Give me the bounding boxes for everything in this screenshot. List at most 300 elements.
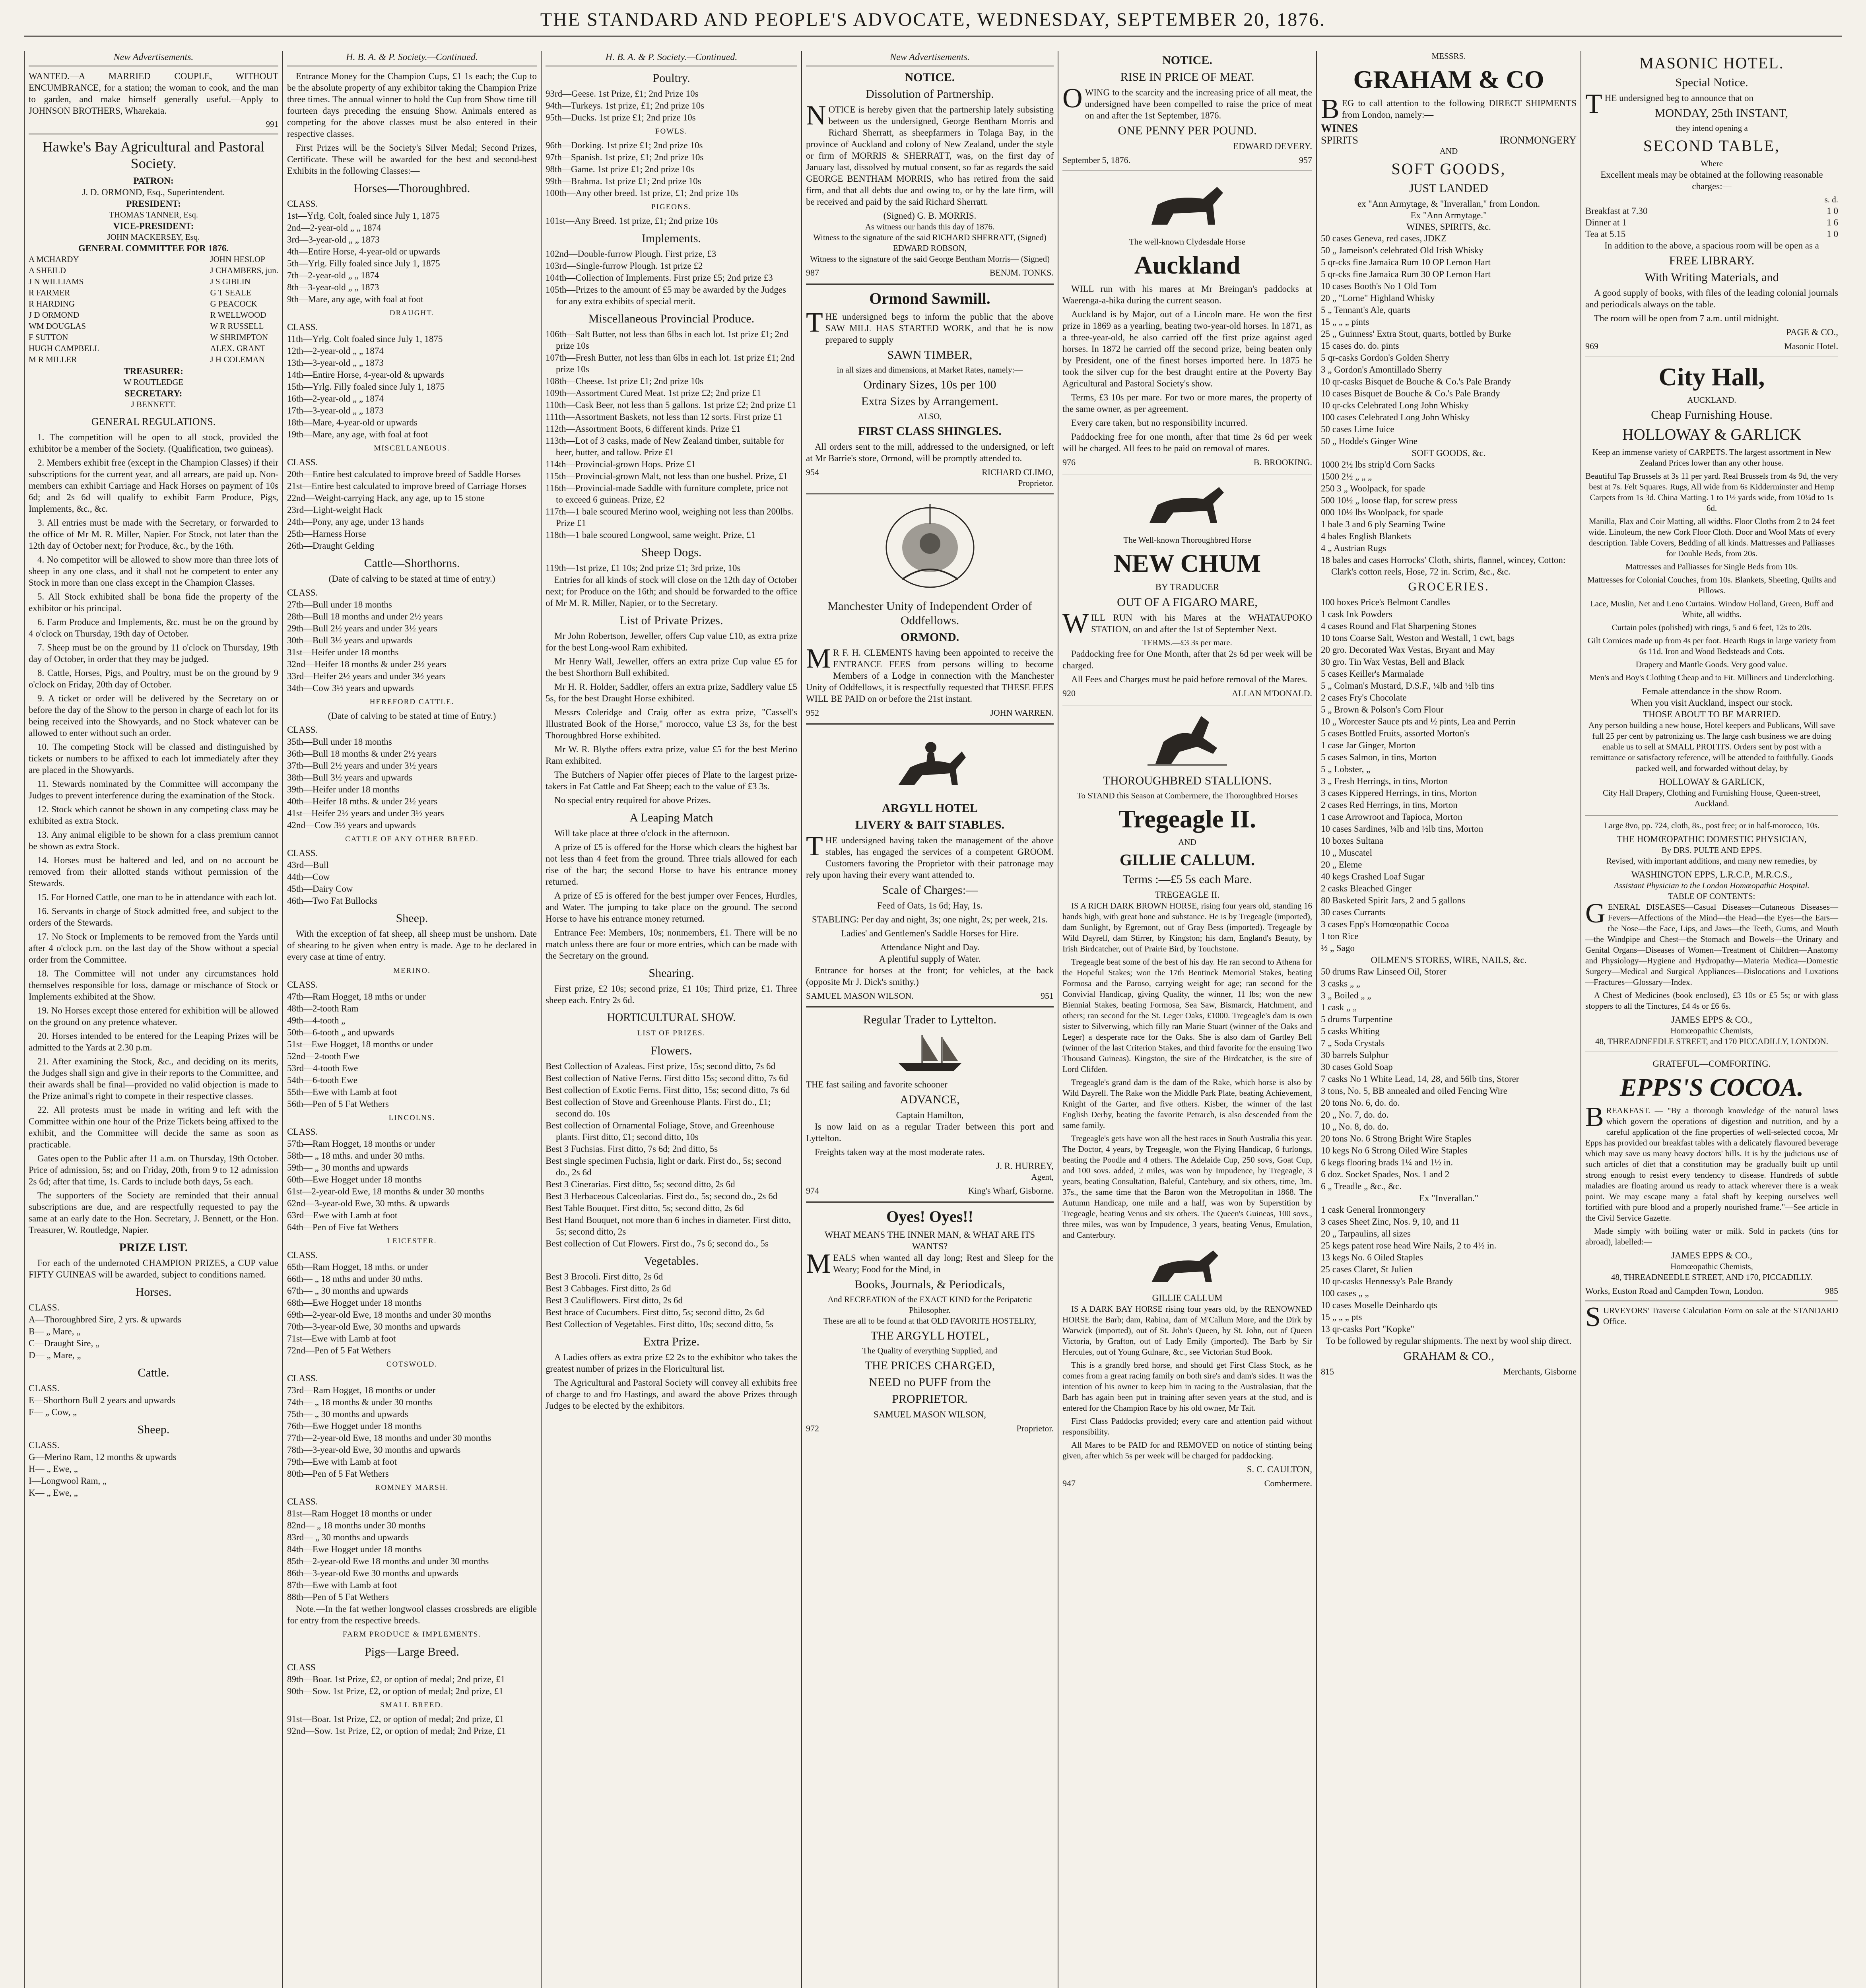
goods-item: 20 tons No. 6 Strong Bright Wire Staples bbox=[1321, 1134, 1472, 1143]
class-item: 13th—3-year-old „ „ 1873 bbox=[287, 358, 384, 368]
goods-item: 20 „ "Lorne" Highland Whisky bbox=[1321, 293, 1435, 303]
newchum-text-3: All Fees and Charges must be paid before removal of the Mares. bbox=[1071, 674, 1307, 684]
regulation: 15. For Horned Cattle, one man to be in attendance with each lot. bbox=[37, 892, 277, 902]
cotswold-classes bbox=[287, 1373, 537, 1479]
class-item: 99th—Brahma. 1st prize £1; 2nd prize 10s bbox=[546, 176, 701, 186]
committee-member: J H COLEMAN bbox=[210, 355, 265, 364]
extra-prize-heading: Extra Prize. bbox=[643, 1335, 700, 1348]
oyes-10: PROPRIETOR. bbox=[892, 1392, 968, 1406]
goods-item: 10 qr-cks Celebrated Long John Whisky bbox=[1321, 400, 1469, 410]
auckland-caption: The well-known Clydesdale Horse bbox=[1129, 237, 1246, 247]
president-heading: PRESIDENT: bbox=[126, 199, 181, 209]
column-5 bbox=[1058, 51, 1316, 1988]
married-text: Any person building a new house, Hotel keepers and Publicans, Will save full 25 per cent by patronizing us. The large cash business we are doing enable us to sell at SMALL PROFITS. Orders sent by post with a remittance or satisfactory reference, will be attended to faithfully. Goods packed well, and forwarded without delay, by bbox=[1588, 720, 1835, 773]
class-item: 71st—Ewe with Lamb at foot bbox=[287, 1334, 396, 1343]
column-6 bbox=[1316, 51, 1581, 1988]
class-item: Best collection of Native Ferns. First ditto 15s; second ditto, 7s 6d bbox=[546, 1073, 788, 1083]
sawmill-orders: All orders sent to the mill, addressed to the undersigned, or left at Mr Barrie's store, Ormond, will be promptly attended to. bbox=[806, 442, 1054, 463]
goods-item: 25 „ Guinness' Extra Stout, quarts, bottled by Burke bbox=[1321, 329, 1511, 339]
other-cattle-classes bbox=[287, 847, 537, 907]
one-penny: ONE PENNY PER POUND. bbox=[1118, 124, 1257, 137]
soft-goods: SOFT GOODS, bbox=[1391, 160, 1506, 178]
grateful: GRATEFUL—COMFORTING. bbox=[1652, 1059, 1771, 1069]
oilmen-heading: OILMEN'S STORES, WIRE, NAILS, &c. bbox=[1371, 955, 1527, 965]
class-item: 116th—Provincial-made Saddle with furniture complete, price not to exceed 6 guineas. Prize, £2 bbox=[546, 483, 788, 505]
signature: SAMUEL MASON WILSON. bbox=[806, 991, 914, 1001]
goods-item: 1 ton Rice bbox=[1321, 931, 1359, 941]
oyes-4: And RECREATION of the EXACT KIND for the Peripatetic Philosopher. bbox=[827, 1295, 1032, 1315]
class-item: 119th—1st prize, £1 10s; 2nd prize £1; 3rd prize, 10s bbox=[546, 563, 741, 573]
goods-item: 3 cases Sheet Zinc, Nos. 9, 10, and 11 bbox=[1321, 1217, 1460, 1227]
class-item: 42nd—Cow 3½ years and upwards bbox=[287, 820, 416, 830]
meal-price: 1 0 bbox=[1827, 206, 1838, 216]
shingles: FIRST CLASS SHINGLES. bbox=[858, 425, 1002, 438]
pigeons-heading: PIGEONS. bbox=[651, 203, 691, 211]
goods-item: 1 cask „ „ bbox=[1321, 1002, 1357, 1012]
auckland-paragraph: Paddocking free for one month, after that time 2s 6d per week will be charged. All fees to be paid on removal of mares. bbox=[1062, 432, 1312, 453]
regulation: The supporters of the Society are reminded that their annual subscriptions are due, and are respectfully requested to pay the same at an early date to the Hon. Secretary, J. Bennett, or the Hon. Treasurer, W. Routledge, Napier. bbox=[29, 1190, 278, 1235]
secretary: J BENNETT. bbox=[131, 400, 176, 409]
misc-heading: MISCELLANEOUS. bbox=[374, 444, 450, 452]
ad-number: 951 bbox=[1041, 991, 1054, 1001]
class-item: Best Hand Bouquet, not more than 6 inches in diameter. First ditto, 5s; second ditto, 2s bbox=[546, 1215, 791, 1237]
class-item: 82nd— „ 18 months under 30 months bbox=[287, 1520, 425, 1530]
hg-2: Beautiful Tap Brussels at 3s 11 per yard. Real Brussels from 4s 9d, the very best at 7s. Felt Squares. Rugs, All wide from 6s Kidderminster and Hemp Carpets from 1s 3d. China Matting. 1 to 1½ yards wide, from 10¼d to 1s 6d. bbox=[1585, 471, 1838, 513]
class-item: 18th—Mare, 4-year-old or upwards bbox=[287, 417, 417, 427]
oyes-7: The Quality of everything Supplied, and bbox=[862, 1346, 998, 1355]
hg-address: City Hall Drapery, Clothing and Furnishing House, Queen-street, Auckland. bbox=[1602, 788, 1821, 808]
class-item: 36th—Bull 18 months & under 2½ years bbox=[287, 749, 437, 759]
masonic-heading: MASONIC HOTEL. bbox=[1639, 54, 1784, 72]
second-table: SECOND TABLE, bbox=[1643, 137, 1780, 155]
regulation: 5. All Stock exhibited shall be bona fide the property of the exhibitor or his principal. bbox=[29, 592, 278, 613]
regulation: 6. Farm Produce and Implements, &c. must be on the ground by 4 o'clock on Thursday, 19th day of October. bbox=[29, 617, 278, 639]
goods-item: 18 bales and cases Horrocks' Cloth, shirts, flannel, wincey, Cotton: Clark's cotton reels, Hose, 72 in. Scrim, &c., &c. bbox=[1321, 555, 1566, 577]
goods-item: 50 drums Raw Linseed Oil, Storer bbox=[1321, 967, 1447, 977]
goods-item: 50 „ Jameison's celebrated Old Irish Whisky bbox=[1321, 245, 1483, 255]
newchum-out: OUT OF A FIGARO MARE, bbox=[1117, 596, 1258, 609]
sheep-heading: Sheep. bbox=[137, 1423, 170, 1436]
merino-classes bbox=[287, 979, 537, 1110]
patron: J. D. ORMOND, Esq., Superintendent. bbox=[82, 187, 225, 197]
entrance: Entrance for horses at the front; for vehicles, at the back (opposite Mr J. Dick's smithy.) bbox=[806, 965, 1054, 987]
leaping-paragraph: Entrance Fee: Members, 10s; nonmembers, £1. There will be no match unless there are four or more entries, which can be made with the Secretary on the ground. bbox=[546, 928, 797, 961]
class-item: 60th—Ewe Hogget under 18 months bbox=[287, 1175, 422, 1184]
regulation: 16. Servants in charge of Stock admitted free, and subject to the orders of the Stewards. bbox=[29, 906, 278, 928]
newchum-by: BY TRADUCER bbox=[1155, 582, 1219, 592]
cocoa-signature: JAMES EPPS & CO., bbox=[1671, 1250, 1752, 1260]
private-prize: Mr Henry Wall, Jeweller, offers an extra prize Cup value £5 for the best Shorthorn Bull exhibited. bbox=[546, 656, 797, 678]
class-item: 67th— „ 30 months and upwards bbox=[287, 1286, 408, 1296]
gillie-signature: S. C. CAULTON, bbox=[1247, 1464, 1312, 1474]
poultry-classes bbox=[546, 88, 797, 123]
regulation: 1. The competition will be open to all stock, provided the exhibitor be a member of the Society. (Qualification, two guineas). bbox=[29, 432, 278, 454]
newchum-text-2: Paddocking free for One Month, after that 2s 6d per week will be charged. bbox=[1062, 649, 1312, 670]
private-prizes-heading: List of Private Prizes. bbox=[619, 614, 723, 627]
oyes-3: Books, Journals, & Periodicals, bbox=[854, 1278, 1005, 1291]
class-item: 40th—Heifer 18 mths. & under 2½ years bbox=[287, 796, 438, 806]
room-hours: The room will be open from 7 a.m. until midnight. bbox=[1594, 313, 1779, 323]
class-item: 86th—3-year-old Ewe 30 months and upwards bbox=[287, 1568, 458, 1578]
newchum-heading: NEW CHUM bbox=[1113, 549, 1261, 577]
hereford-classes bbox=[287, 724, 537, 831]
captain: Captain Hamilton, bbox=[896, 1110, 964, 1120]
excellent-meals: Excellent meals may be obtained at the following reasonable charges:— bbox=[1600, 170, 1823, 191]
class-item: Best 3 Cauliflowers. First ditto, 2s 6d bbox=[546, 1295, 683, 1305]
regulation: 3. All entries must be made with the Secretary, or forwarded to the office of Mr M. R. Miller, Napier. For Stock, not later than the 12th day of October next; for Produce, &c., by the 16th. bbox=[29, 518, 278, 551]
column-header: New Advertisements. bbox=[29, 51, 278, 66]
regulations bbox=[29, 431, 278, 1236]
goods-item: 3 tons, No. 5, BB annealed and oiled Fencing Wire bbox=[1321, 1086, 1507, 1096]
hg-4: Mattresses and Palliasses for Single Beds from 10s. bbox=[1625, 562, 1798, 571]
wines-spirits-heading: WINES, SPIRITS, &c. bbox=[1406, 222, 1491, 232]
goods-item: 3 casks „ „ bbox=[1321, 978, 1360, 988]
wines-list bbox=[1321, 233, 1577, 447]
regulation: 21. After examining the Stock, &c., and deciding on its merits, the Judges shall sign and give in their reports to the Committee, and their awards shall be final—provided no valid objection is made to the Prize animal's right to compete in their respective classes. bbox=[29, 1056, 278, 1101]
oyes-1: WHAT MEANS THE INNER MAN, & WHAT ARE ITS WANTS? bbox=[824, 1230, 1035, 1251]
bay-horse-icon bbox=[1144, 1244, 1231, 1288]
thoroughbred-heading: Horses—Thoroughbred. bbox=[353, 182, 470, 195]
hg-3: Manilla, Flax and Coir Matting, all widths. Floor Cloths from 2 to 24 feet wide. Linoleum, the new Cork Floor Cloth. Door and Wool Mats of every description. Table Covers, Bedding of all kinds. Mattresses and Palliasses for Double Beds, from 20s. bbox=[1588, 516, 1835, 558]
goods-item: 6 doz. Socket Spades, Nos. 1 and 2 bbox=[1321, 1169, 1450, 1179]
goods-item: 5 cases Salmon, in tins, Morton bbox=[1321, 752, 1437, 762]
class-item: 105th—Prizes to the amount of £5 may be awarded by the Judges for any extra exhibits of special merit. bbox=[546, 285, 786, 306]
goods-item: 50 cases Geneva, red cases, JDKZ bbox=[1321, 233, 1447, 243]
goods-item: 10 cases Booth's No 1 Old Tom bbox=[1321, 281, 1437, 291]
cup-intro: Entrance Money for the Champion Cups, £1 1s each; the Cup to be the absolute property of any exhibitor taking the Champion Prize three times. The annual winner to hold the Cup from Show time till fourteen days preceding the ensuing Show. Animals entered as competing for the above classes must be also entered in their respective classes. bbox=[287, 71, 537, 139]
class-item: Best collection of Exotic Ferns. First ditto, 15s; second ditto, 7s 6d bbox=[546, 1085, 790, 1095]
where: Where bbox=[1701, 159, 1723, 168]
and: AND bbox=[1178, 837, 1196, 847]
class-item: CLASS. bbox=[287, 199, 318, 209]
role: Masonic Hotel. bbox=[1784, 341, 1838, 351]
vp-heading: VICE-PRESIDENT: bbox=[113, 221, 194, 231]
pigs-classes bbox=[287, 1662, 537, 1697]
cattle-heading: Cattle. bbox=[138, 1366, 169, 1379]
draught-heading: DRAUGHT. bbox=[389, 309, 435, 317]
class-item: 87th—Ewe with Lamb at foot bbox=[287, 1580, 397, 1590]
goods-item: ½ „ Sago bbox=[1321, 943, 1355, 953]
class-item: 113th—Lot of 3 casks, made of New Zealand timber, suitable for beer, butter, and tallow. Prize £1 bbox=[546, 436, 784, 457]
free-library: FREE LIBRARY. bbox=[1669, 254, 1755, 267]
class-item: 33rd—Heifer 2½ years and under 3½ years bbox=[287, 671, 446, 681]
goods-item: 20 gro. Decorated Wax Vestas, Bryant and May bbox=[1321, 645, 1495, 655]
class-item: 9th—Mare, any age, with foal at foot bbox=[287, 294, 423, 304]
tregeagle-text bbox=[1062, 901, 1312, 1241]
tregeagle-paragraph: Tregeagle beat some of the best of his day. He ran second to Athena for the Hopeful Stakes; won the 17th Bentinck Memorial Stakes, beating Formosa and the Paroso, carrying weight for age; ran second for the Convivial Handicap, giving Quality, the winner, 11 lbs; won the new Biennial Stakes, beating Formosa, Sea Saw, Bismarck, Hatchment, and others; ran second for the St. Leger Oaks, £1000. Tregeagle's dam is own sister to Silverwing, which filly ran Marie Stuart (winner of the Oaks and Leger) a desperate race for the Oaks. She is also dam of Gartley Bell (winner of the last Criterion Stakes, and third favorite for the ensuing Two Thousand Guineas). Kingston, the sire of the Birdcatcher, is the sire of Lord Clifden. bbox=[1062, 957, 1312, 1074]
soft-goods-heading: SOFT GOODS, &c. bbox=[1412, 448, 1486, 458]
class-item: 96th—Dorking. 1st prize £1; 2nd prize 10s bbox=[546, 140, 703, 150]
epps-role: Homœopathic Chemists, bbox=[1670, 1026, 1753, 1035]
class-item: 12th—2-year-old „ „ 1874 bbox=[287, 346, 384, 356]
private-prize: Mr H. R. Holder, Saddler, offers an extra prize, Saddlery value £5 5s, for the best Draught Horse exhibited. bbox=[546, 682, 797, 703]
oyes-6: THE ARGYLL HOTEL, bbox=[870, 1329, 989, 1342]
signature: ALLAN M'DONALD. bbox=[1232, 688, 1312, 698]
ad-number: 920 bbox=[1062, 688, 1076, 698]
goods-item: 20 „ No. 7, do. do. bbox=[1321, 1110, 1389, 1120]
charge-line: Feed of Oats, 1s 6d; Hay, 1s. bbox=[877, 901, 983, 911]
regulation: 17. No Stock or Implements to be removed from the Yards until after 4 o'clock p.m. on the last day of the Show without a special order from the Committee. bbox=[29, 932, 278, 965]
romney-classes bbox=[287, 1496, 537, 1603]
class-item: 111th—Assortment Baskets, not less than 12 sorts. First prize £1 bbox=[546, 412, 783, 422]
trader-signature: J. R. HURREY, bbox=[996, 1161, 1054, 1171]
goods-item: 30 cases Currants bbox=[1321, 907, 1386, 917]
rearing-horse-icon bbox=[1132, 710, 1243, 770]
ex-ann-armytage: Ex "Ann Armytage." bbox=[1410, 210, 1487, 220]
soft-goods-list bbox=[1321, 459, 1577, 577]
class-item: 108th—Cheese. 1st prize £1; 2nd prize 10s bbox=[546, 376, 703, 386]
tregeagle-sub: TREGEAGLE II. bbox=[1155, 890, 1220, 900]
ad-number: 991 bbox=[266, 119, 278, 129]
goods-item: 20 „ Tarpaulins, all sizes bbox=[1321, 1229, 1411, 1239]
column-7 bbox=[1581, 51, 1842, 1988]
goods-item: 40 kegs Crashed Loaf Sugar bbox=[1321, 872, 1425, 881]
auckland-paragraph: Auckland is by Major, out of a Lincoln mare. He won the first prize in 1869 as a yearling, beating two-year-old horses. In 1871, as a three-year-old, he also carried off the first prize against aged horses. In 1872 he carried off the second prize, being beaten only by President, one of the finest horses imported here. In 1875 he took the silver cup for the best draught entire at the Poverty Bay Agricultural and Pastoral Society's show. bbox=[1062, 309, 1312, 388]
ironmongery: IRONMONGERY bbox=[1499, 134, 1577, 146]
flowers-list bbox=[546, 1060, 797, 1249]
tregeagle-paragraph: Tregeagle's grand dam is the dam of the Rake, which horse is also by Wild Dayrell. The Rake won the Middle Park Plate, beating Achievement, Knight of the Garter, and five others. Kisber, the winner of the last English Derby, beating the favorite Petrarch, is also descended from the same family. bbox=[1062, 1077, 1312, 1130]
epps-4: Revised, with important additions, and many new remedies, by bbox=[1606, 856, 1817, 866]
class-item: Best Collection of Vegetables. First ditto, 10s; second ditto, 5s bbox=[546, 1319, 774, 1329]
committee-member: WM DOUGLAS bbox=[29, 321, 86, 331]
graham-intro: BEG to call attention to the following DIRECT SHIPMENTS from London, namely:— bbox=[1321, 94, 1577, 124]
class-item: 109th—Assortment Cured Meat. 1st prize £2; 2nd prize £1 bbox=[546, 388, 761, 398]
lincoln-heading: LINCOLNS. bbox=[388, 1114, 435, 1122]
class-item: CLASS. bbox=[287, 457, 318, 467]
goods-item: 100 boxes Price's Belmont Candles bbox=[1321, 597, 1450, 607]
goods-item: 4 „ Austrian Rugs bbox=[1321, 543, 1386, 553]
president: THOMAS TANNER, Esq. bbox=[109, 210, 198, 219]
sheep-classes bbox=[29, 1439, 278, 1499]
class-item: Best 3 Brocoli. First ditto, 2s 6d bbox=[546, 1272, 663, 1281]
goods-item: 30 gro. Tin Wax Vestas, Bell and Black bbox=[1321, 657, 1464, 667]
tregeagle-heading: Tregeagle II. bbox=[1118, 805, 1256, 833]
class-item: CLASS. bbox=[287, 1373, 318, 1383]
meal-price: 1 6 bbox=[1827, 217, 1838, 227]
witness-2: Witness to the signature of the said RICHARD SHERRATT, (Signed) EDWARD ROBSON, bbox=[813, 233, 1047, 253]
dissolution-text: NOTICE is hereby given that the partnership lately subsisting between us the undersigned, George Bentham Morris and Richard Sherratt, as sheepfarmers in Tolaga Bay, in the province of Auckland and colony of New Zealand, under the style or firm of MORRIS & SHERRATT, was, on the first day of January last, dissolved by mutual consent, so far as regards the said GEORGE BENTHAM MORRIS, who has retired from the said firm, and that all debts due and owing to, or by the late firm, will be received and paid by the said Richard Sherratt. bbox=[806, 100, 1054, 207]
class-item: 23rd—Light-weight Hack bbox=[287, 505, 383, 515]
masonic-text: THE undersigned beg to announce that on bbox=[1585, 89, 1754, 119]
ad-number: 974 bbox=[806, 1186, 819, 1196]
goods-item: 5 cases Bottled Fruits, assorted Morton's bbox=[1321, 728, 1470, 738]
followed-note: To be followed by regular shipments. The next by wool ship direct. bbox=[1326, 1336, 1572, 1346]
charge-line: STABLING: Per day and night, 3s; one night, 2s; per week, 21s. bbox=[812, 914, 1048, 924]
horses-heading: Horses. bbox=[135, 1285, 172, 1299]
patron-heading: PATRON: bbox=[133, 176, 174, 186]
graham-signature: GRAHAM & CO., bbox=[1403, 1349, 1494, 1363]
fowls-heading: FOWLS. bbox=[655, 127, 688, 136]
goods-item: 5 „ Colman's Mustard, D.S.F., ¼lb and ½lb tins bbox=[1321, 681, 1495, 691]
gillie-text bbox=[1062, 1304, 1312, 1461]
class-item: 118th—1 bale scoured Longwool, same weight. Prize, £1 bbox=[546, 530, 756, 540]
goods-item: 25 cases Claret, St Julien bbox=[1321, 1264, 1413, 1274]
class-item: Best 3 Fuchsias. First ditto, 7s 6d; 2nd ditto, 5s bbox=[546, 1144, 718, 1154]
private-prize: The Butchers of Napier offer pieces of Plate to the largest prize-takers in Fat Cattle and Fat Sheep; each to the value of £3 3s. bbox=[546, 770, 797, 791]
regulation: 19. No Horses except those entered for exhibition will be allowed on the ground on any pretence whatever. bbox=[29, 1006, 278, 1027]
class-item: 43rd—Bull bbox=[287, 860, 329, 870]
sawn-timber: SAWN TIMBER, bbox=[887, 348, 973, 361]
masthead: THE STANDARD AND PEOPLE'S ADVOCATE, WEDNESDAY, SEPTEMBER 20, 1876. bbox=[24, 9, 1842, 37]
goods-item: 1 bale 3 and 6 ply Seaming Twine bbox=[1321, 519, 1445, 529]
tregeagle-paragraph: Tregeagle's gets have won all the best races in South Australia this year. The Doctor, 4 years, by Tregeagle, won the Flying Handicap, 6 furlongs, beating the Poodle and 4 others. The Adelaide Cup, 250 sovs, Goat Cup, and 100 sovs. added, 2 miles, was won by Impudence, by Tregeagle, 3 years, beating Consultation, Baleful, Cantebury, and six others, time, 3m. 37s., the same time that the Baron won the Metropolitan in 1868. The Autumn Handicap, one mile and a half, was won by Superstition by Tregeagle, beating Venus and six others. The Queen's Guineas, 100 sovs., three miles, was won by Impudence, 3 years, beating Venus, Emulation, and Canterbury. bbox=[1062, 1134, 1312, 1240]
graham-heading: GRAHAM & CO bbox=[1353, 65, 1544, 93]
signed-morris: (Signed) G. B. MORRIS. bbox=[883, 211, 977, 221]
auckland: AUCKLAND. bbox=[1687, 395, 1736, 405]
class-item: 19th—Mare, any age, with foal at foot bbox=[287, 429, 428, 439]
class-item: 63rd—Ewe with Lamb at foot bbox=[287, 1210, 398, 1220]
surveyors: SURVEYORS' Traverse Calculation Form on sale at the STANDARD Office. bbox=[1585, 1302, 1838, 1332]
class-item: 112th—Assortment Boots, 6 different kinds. Prize £1 bbox=[546, 424, 741, 434]
meal-price: 1 0 bbox=[1827, 229, 1838, 239]
committee-member: J S GIBLIN bbox=[210, 277, 250, 286]
oyes-heading: Oyes! Oyes!! bbox=[886, 1208, 973, 1225]
class-item: 103rd—Single-furrow Plough. 1st prize £2 bbox=[546, 261, 703, 271]
goods-item: 250 3 „ Woolpack, for spade bbox=[1321, 483, 1425, 493]
wines: WINES bbox=[1321, 122, 1358, 135]
class-item: Best Table Bouquet. First ditto, 5s; second ditto, 2s 6d bbox=[546, 1203, 744, 1213]
ormond: ORMOND. bbox=[900, 631, 959, 644]
epps-6: Assistant Physician to the London Homœopathic Hospital. bbox=[1614, 881, 1810, 890]
regulation: 8. Cattle, Horses, Pigs, and Poultry, must be on the ground by 9 o'clock on Friday, 20th day of October. bbox=[29, 668, 278, 689]
class-item: 28th—Bull 18 months and under 2½ years bbox=[287, 612, 443, 621]
class-item: CLASS. bbox=[287, 322, 318, 332]
class-item: Best brace of Cucumbers. First ditto, 5s; second ditto, 2s 6d bbox=[546, 1307, 765, 1317]
farm-produce-heading: FARM PRODUCE & IMPLEMENTS. bbox=[342, 1630, 482, 1639]
class-item: 106th—Salt Butter, not less than 6lbs in each lot. 1st prize £1; 2nd prize 10s bbox=[546, 329, 789, 351]
regulation: 20. Horses intended to be entered for the Leaping Prizes will be admitted to the Yards at 2.30 p.m. bbox=[29, 1031, 278, 1052]
committee-member: G PEACOCK bbox=[210, 299, 257, 309]
vegetables-list bbox=[546, 1271, 797, 1330]
class-item: 49th—4-tooth „ bbox=[287, 1015, 346, 1025]
just-landed: JUST LANDED bbox=[1409, 182, 1488, 195]
column-3 bbox=[541, 51, 801, 1988]
vice-president: JOHN MACKERSEY, Esq. bbox=[107, 232, 200, 242]
epps-8: A Chest of Medicines (book enclosed), £3 10s or £5 5s; or with glass stoppers to all the Tinctures, £4 4s or £6 6s. bbox=[1585, 990, 1838, 1011]
goods-item: 13 qr-casks Port "Kopke" bbox=[1321, 1324, 1414, 1334]
class-item: 64th—Pen of Five fat Wethers bbox=[287, 1222, 399, 1232]
pigeons-classes bbox=[546, 215, 797, 227]
hg-9: Drapery and Mantle Goods. Very good value. bbox=[1635, 660, 1788, 669]
class-item: 110th—Cask Beer, not less than 5 gallons. 1st prize £2; 2nd prize £1 bbox=[546, 400, 796, 410]
class-item: 55th—Ewe with Lamb at foot bbox=[287, 1087, 397, 1097]
vegetables-heading: Vegetables. bbox=[644, 1254, 699, 1268]
class-item: 74th— „ 18 months & under 30 months bbox=[287, 1397, 433, 1407]
committee-member: R WELLWOOD bbox=[210, 310, 266, 320]
epps-signature: JAMES EPPS & CO., bbox=[1671, 1015, 1752, 1025]
horticultural-heading: HORTICULTURAL SHOW. bbox=[607, 1011, 736, 1024]
sawn-note: in all sizes and dimensions, at Market Rates, namely:— bbox=[837, 365, 1023, 375]
class-item: 51st—Ewe Hogget, 18 months or under bbox=[287, 1039, 433, 1049]
gillie-paragraph: This is a grandly bred horse, and should get First Class Stock, as he comes from a great racing family on both sire's and dam's sides. It was the intention of his owner to keep him in racing to the Australasian, that the Barb has again been put in training after seven years at the stud, and is entered for the Champion Race by his old owner, Mr Tait. bbox=[1062, 1360, 1312, 1413]
hereford-heading: HEREFORD CATTLE. bbox=[369, 698, 454, 706]
meal-label: Tea at 5.15 bbox=[1585, 229, 1626, 239]
meal-label: Breakfast at 7.30 bbox=[1585, 206, 1648, 216]
goods-item: 4 bales English Blankets bbox=[1321, 531, 1411, 541]
committee-list bbox=[29, 254, 278, 365]
goods-item: 10 boxes Sultana bbox=[1321, 836, 1384, 846]
class-item: Best collection of Stove and Greenhouse Plants. First do., £1; second do. 10s bbox=[546, 1097, 771, 1118]
goods-item: 5 „ Brown & Polson's Corn Flour bbox=[1321, 705, 1444, 714]
terms: Terms :—£5 5s each Mare. bbox=[1122, 873, 1252, 886]
regulation: 11. Stewards nominated by the Committee will accompany the Judges to prevent interference during the examination of the Stock. bbox=[29, 779, 278, 800]
misc-classes bbox=[287, 456, 537, 551]
stand-note: To STAND this Season at Combermere, the Thoroughbred Horses bbox=[1077, 791, 1298, 800]
committee-right bbox=[210, 254, 278, 365]
goods-item: 80 Basketed Spirit Jars, 2 and 5 gallons bbox=[1321, 895, 1465, 905]
private-prize: Messrs Coleridge and Craig offer as extra prize, "Cassell's Illustrated Book of the Horse," morocco, value £3 3s, for the best Thoroughbred Horse exhibited. bbox=[546, 707, 797, 740]
class-item: 94th—Turkeys. 1st prize, £1; 2nd prize 10s bbox=[546, 101, 705, 111]
scale-of-charges bbox=[806, 900, 1054, 939]
stallions-heading: THOROUGHBRED STALLIONS. bbox=[1103, 774, 1272, 787]
hg-6: Lace, Muslin, Net and Leno Curtains. Window Holland, Green, Buff and White, all widths. bbox=[1590, 599, 1834, 619]
extra-prize-text: A Ladies offers as extra prize £2 2s to the exhibitor who takes the greatest number of prizes in the Floricultural list. bbox=[546, 1352, 797, 1374]
sheep-heading: Sheep. bbox=[396, 912, 428, 925]
goods-item: 15 „ „ „ pints bbox=[1321, 317, 1369, 327]
sawmill-text: THE undersigned begs to inform the public that the above SAW MILL HAS STARTED WORK, and that he is now prepared to supply bbox=[806, 307, 1054, 345]
class-item: 29th—Bull 2½ years and under 3½ years bbox=[287, 623, 438, 633]
class-item: A—Thoroughbred Sire, 2 yrs. & upwards bbox=[29, 1314, 181, 1324]
class-item: 84th—Ewe Hogget under 18 months bbox=[287, 1544, 422, 1554]
leicester-heading: LEICESTER. bbox=[387, 1237, 437, 1245]
goods-item: 10 „ No. 8, do. do. bbox=[1321, 1122, 1389, 1132]
goods-item: 7 casks No 1 White Lead, 14, 28, and 56lb tins, Storer bbox=[1321, 1074, 1519, 1084]
class-item: 16th—2-year-old „ „ 1874 bbox=[287, 394, 384, 404]
cocoa-text-2: Made simply with boiling water or milk. Sold in packets (tins for abroad), labelled:— bbox=[1585, 1226, 1838, 1246]
class-item: 88th—Pen of 5 Fat Wethers bbox=[287, 1592, 389, 1602]
treasurer: W ROUTLEDGE bbox=[123, 377, 184, 387]
auckland-paragraph: Every care taken, but no responsibility incurred. bbox=[1071, 418, 1248, 428]
ad-number: 969 bbox=[1585, 341, 1598, 351]
horse-rider-icon bbox=[886, 730, 974, 797]
writing-materials: With Writing Materials, and bbox=[1645, 271, 1779, 284]
cattle-classes bbox=[29, 1382, 278, 1418]
regulation: 12. Stock which cannot be shown in any competing class may be exhibited as extra Stock. bbox=[29, 804, 278, 826]
oddfellows-heading: Manchester Unity of Independent Order of Oddfellows. bbox=[827, 600, 1032, 627]
class-item: 91st—Boar. 1st Prize, £2, or option of medal; 2nd prize, £1 bbox=[287, 1714, 504, 1724]
trader-text-2: Is now laid on as a regular Trader between this port and Lyttelton. bbox=[806, 1122, 1054, 1143]
goods-item: 000 10½ lbs Woolpack, for spade bbox=[1321, 507, 1443, 517]
epps-5: WASHINGTON EPPS, L.R.C.P., M.R.C.S., bbox=[1631, 870, 1792, 879]
prize-list-heading: PRIZE LIST. bbox=[119, 1241, 188, 1254]
committee-member: R FARMER bbox=[29, 288, 70, 297]
goods-item: 1 case Arrowroot and Tapioca, Morton bbox=[1321, 812, 1462, 822]
class-item: CLASS. bbox=[287, 588, 318, 598]
committee-member: JOHN HESLOP bbox=[210, 254, 265, 264]
goods-item: 50 cases Lime Juice bbox=[1321, 424, 1394, 434]
medal-intro: First Prizes will be the Society's Silver Medal; Second Prizes, Certificate. These will be awarded for the best and second-best Exhibits in the following Classes:— bbox=[287, 143, 537, 176]
oyes-signature: SAMUEL MASON WILSON, bbox=[873, 1409, 986, 1419]
class-item: 46th—Two Fat Bullocks bbox=[287, 896, 378, 906]
committee-member: M R MILLER bbox=[29, 355, 77, 364]
wanted-ad: WANTED.—A MARRIED COUPLE, WITHOUT ENCUMBRANCE, for a station; the woman to cook, and the man to garden, and make himself generally useful.—Apply to JOHNSON BROTHERS, Wharekaia. bbox=[29, 71, 278, 116]
spirits: SPIRITS bbox=[1321, 134, 1358, 146]
class-item: 53rd—4-tooth Ewe bbox=[287, 1063, 358, 1073]
class-item: 76th—Ewe Hogget under 18 months bbox=[287, 1421, 422, 1431]
other-cattle-heading: CATTLE OF ANY OTHER BREED. bbox=[345, 835, 479, 843]
class-item: Best 3 Cinerarias. First ditto, 5s; second ditto, 2s 6d bbox=[546, 1179, 735, 1189]
class-item: 80th—Pen of 5 Fat Wethers bbox=[287, 1469, 389, 1479]
sheep-note: With the exception of fat sheep, all sheep must be unshorn. Date of shearing to be given when entry is made. Age to be declared in every case at time of entry. bbox=[287, 929, 537, 962]
class-item: 62nd—3-year-old Ewe, 30 mths. & upwards bbox=[287, 1198, 450, 1208]
class-item: Best Collection of Azaleas. First prize, 15s; second ditto, 7s 6d bbox=[546, 1061, 776, 1071]
role: Proprietor. bbox=[1018, 478, 1054, 488]
goods-item: 10 cases Sardines, ¼lb and ½lb tins, Morton bbox=[1321, 824, 1483, 834]
class-item: 5th—Yrlg. Filly foaled since July 1, 1875 bbox=[287, 258, 440, 268]
goods-item: 15 cases do. do. pints bbox=[1321, 341, 1399, 351]
class-item: CLASS. bbox=[287, 848, 318, 858]
ad-number: 954 bbox=[806, 467, 819, 477]
